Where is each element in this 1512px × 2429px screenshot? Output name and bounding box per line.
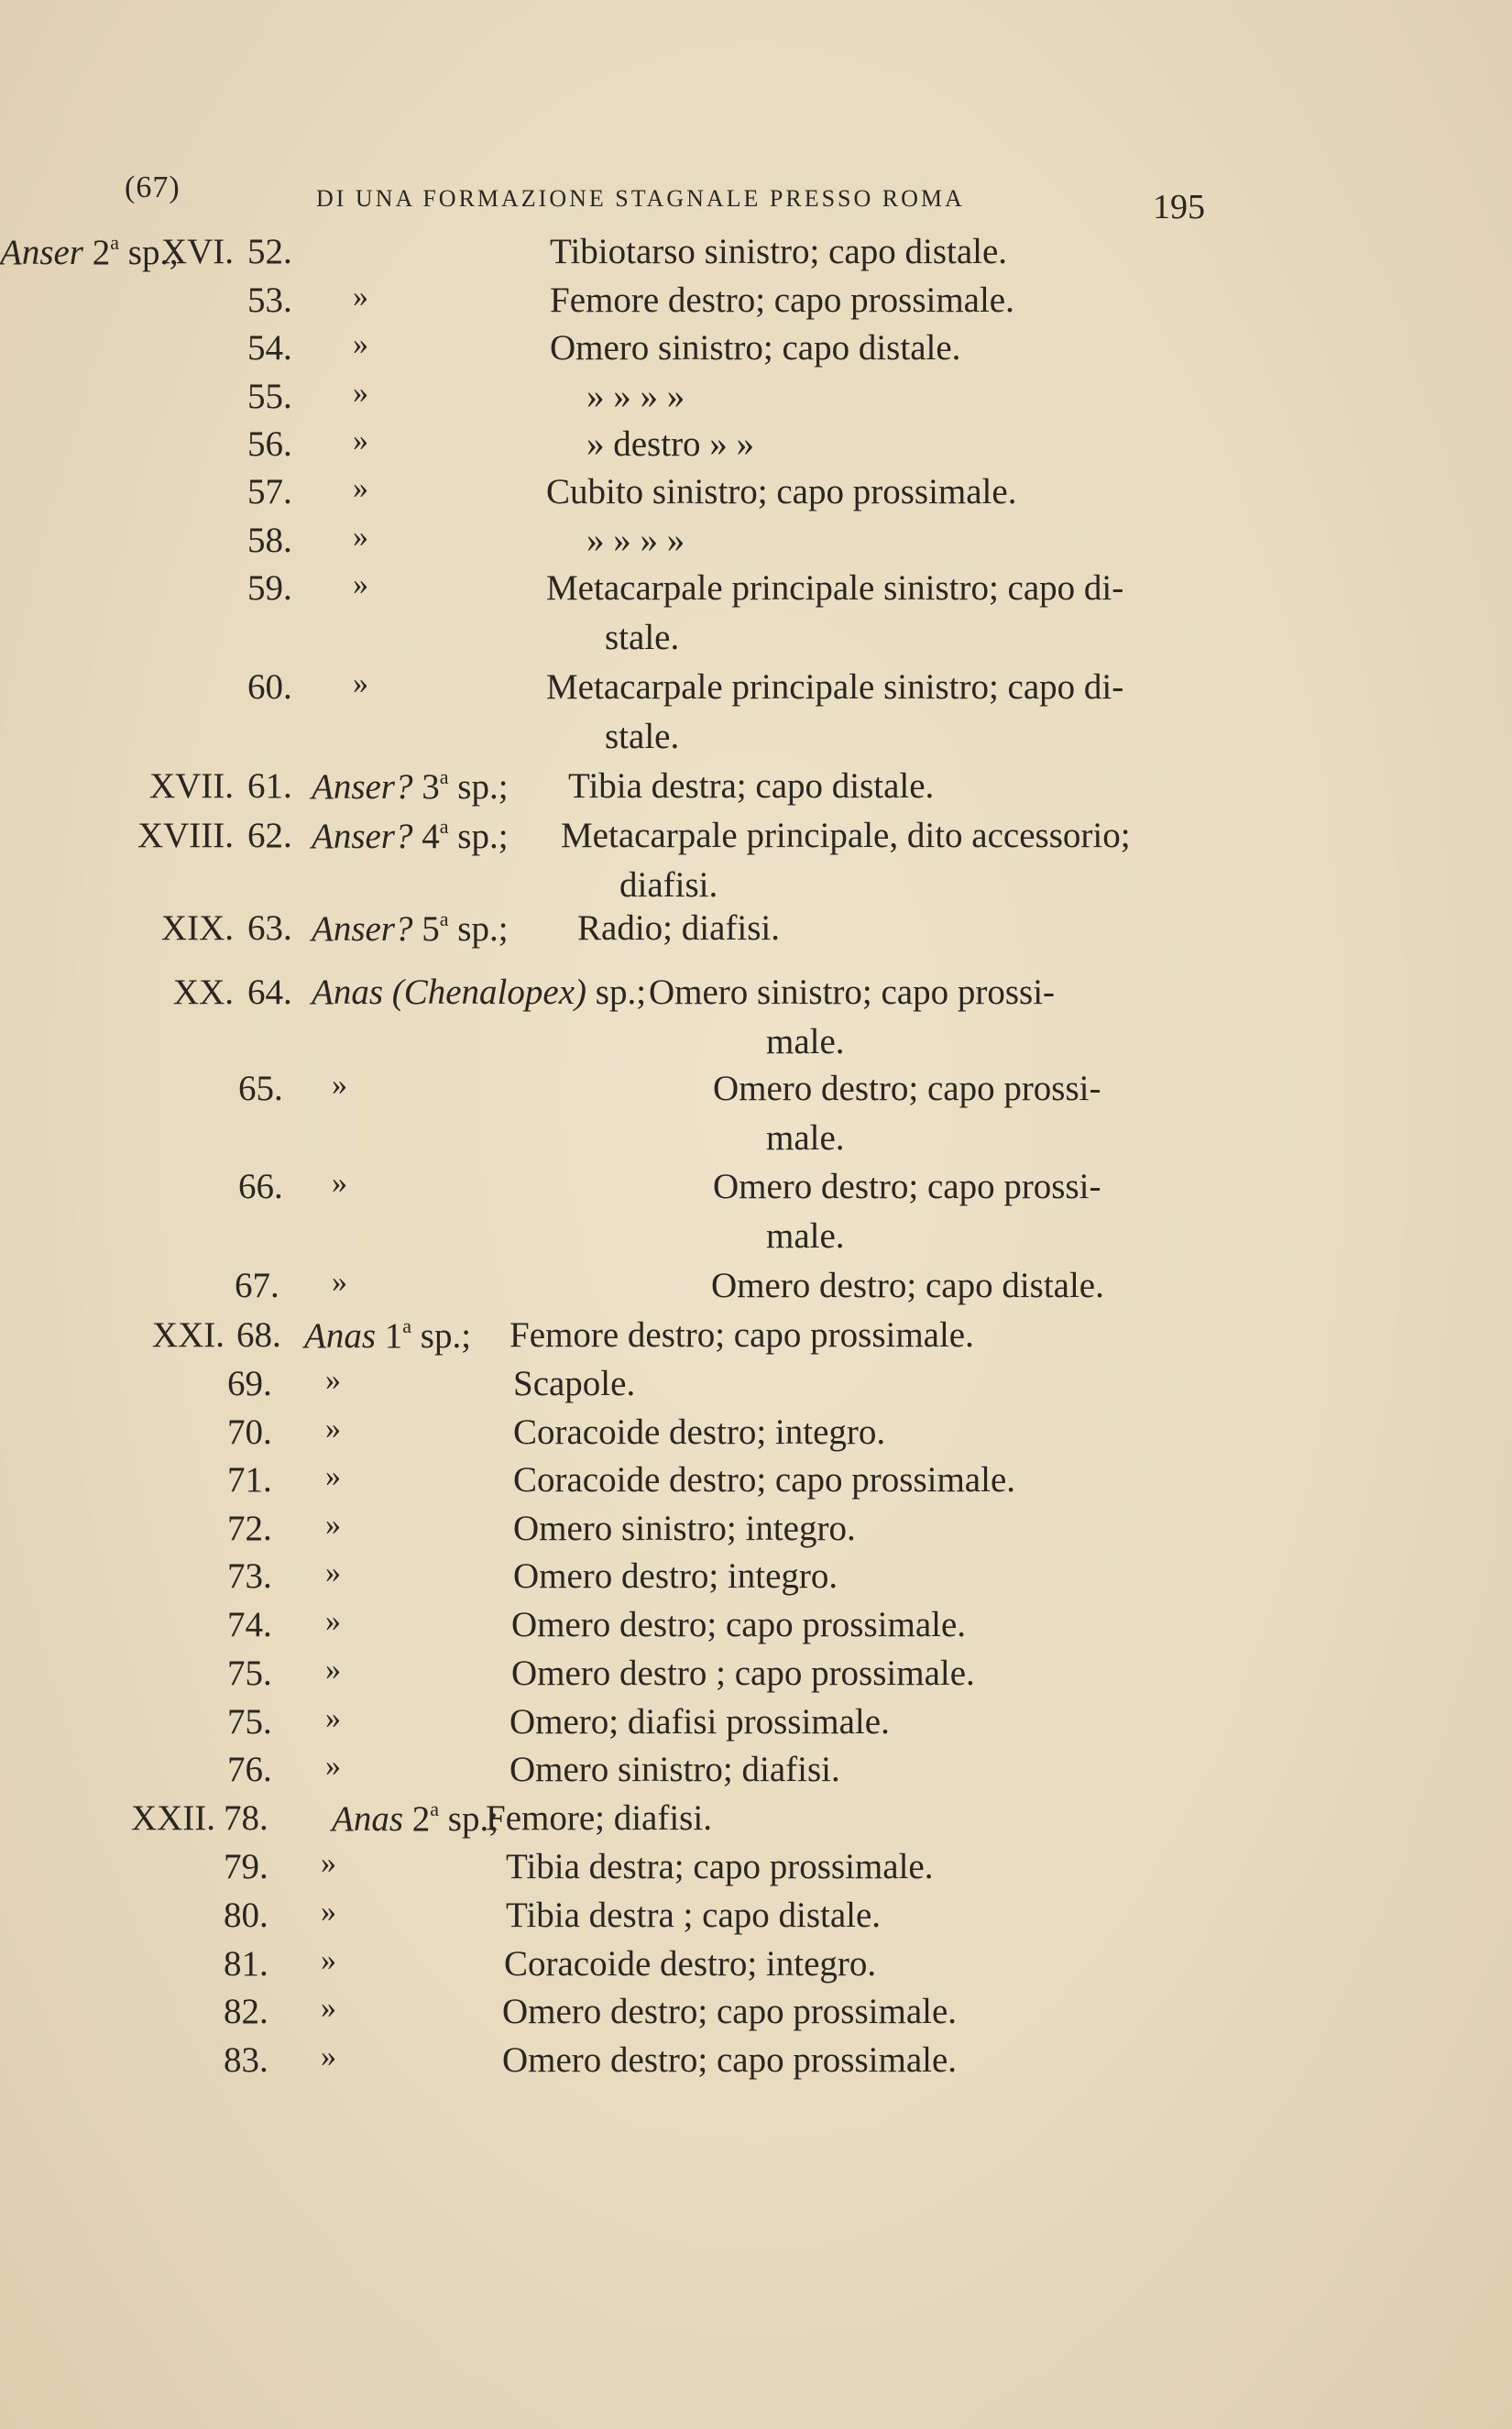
specimen-description: Metacarpale principale sinistro; capo di-	[546, 667, 1124, 707]
specimen-number: 66.	[238, 1167, 283, 1206]
specimen-number: 72.	[227, 1509, 272, 1548]
ditto-mark: »	[353, 376, 368, 410]
list-item	[0, 1749, 1512, 1798]
specimen-description: Omero destro; capo prossi-	[713, 1167, 1101, 1206]
list-item	[0, 1412, 1512, 1461]
running-title: DI UNA FORMAZIONE STAGNALE PRESSO ROMA	[316, 185, 965, 212]
specimen-number: 73.	[227, 1556, 272, 1596]
specimen-number: 57.	[247, 472, 292, 511]
specimen-description: Femore destro; capo prossimale.	[509, 1315, 974, 1355]
specimen-number: 75.	[227, 1702, 272, 1742]
specimen-number: 63.	[247, 908, 292, 948]
list-item	[0, 423, 1512, 473]
specimen-description: Omero sinistro; diafisi.	[509, 1750, 840, 1789]
taxon-name: Anas 1$^a$ sp.;	[304, 1314, 472, 1356]
list-item	[0, 815, 1512, 864]
ditto-mark: »	[353, 280, 368, 313]
taxon-name: Anser? 4$^a$ sp.;	[312, 815, 509, 856]
specimen-description: Omero destro; integro.	[513, 1556, 838, 1596]
taxon-name: Anas (Chenalopex) sp.;	[312, 973, 647, 1012]
specimen-description: Omero destro; capo prossi-	[713, 1069, 1101, 1108]
ditto-mark: »	[325, 1412, 341, 1445]
list-item	[0, 327, 1512, 377]
list-item	[0, 1459, 1512, 1509]
ditto-mark: »	[321, 1991, 336, 2025]
specimen-number: 56.	[247, 424, 292, 464]
roman-numeral: XX.	[172, 973, 234, 1012]
list-item	[0, 1555, 1512, 1605]
specimen-description: Omero sinistro; integro.	[513, 1509, 856, 1548]
list-item	[0, 1068, 1512, 1117]
specimen-description: » » » »	[586, 521, 685, 560]
specimen-description: Omero sinistro; capo prossi-	[649, 973, 1056, 1012]
specimen-description: » » » »	[586, 377, 685, 416]
list-item	[0, 907, 1512, 957]
list-item	[0, 1265, 1512, 1314]
list-item	[0, 1363, 1512, 1412]
ditto-mark: »	[353, 423, 368, 457]
specimen-number: 82.	[224, 1992, 268, 2031]
specimen-number: 68.	[236, 1315, 281, 1355]
list-item	[0, 1508, 1512, 1557]
specimen-number: 76.	[227, 1750, 272, 1789]
list-item	[0, 1166, 1512, 1215]
list-item	[0, 2039, 1512, 2089]
specimen-description: Tibia destra ; capo distale.	[506, 1896, 882, 1935]
specimen-number: 80.	[224, 1896, 268, 1935]
taxon-name: Anser? 5$^a$ sp.;	[312, 907, 509, 949]
ditto-mark: »	[332, 1265, 347, 1299]
specimen-number: 81.	[224, 1944, 268, 1984]
roman-numeral: XXI.	[151, 1315, 225, 1355]
specimen-number: 60.	[247, 667, 292, 707]
list-item	[0, 231, 1512, 280]
specimen-description: Cubito sinistro; capo prossimale.	[546, 472, 1017, 511]
ditto-mark: »	[321, 1846, 336, 1880]
page: (67) DI UNA FORMAZIONE STAGNALE PRESSO ROMA 195 XVI. 52. Anser 2$^a$ sp.; Tibiotarso sinistro; capo distale. 53. » Femore destro; capo prossimale. 54. » Omero sinistro; capo distale. 55. » » » » » 56. » » destro » » 57. » Cubito sinistro; capo prossimale. 58. » » » » » 59. » Metacarpale principale sinistro; capo di- stale. 60. » Metacarpale principale sinistro; capo di- stale. XVII. 61. Anser? 3$^a$ sp.; Tibia destra; capo distale. XVIII. 62. Anser? 4$^a$ sp.; Metacarpale principale, dito accessorio; diafisi. XIX. 63. Anser? 5$^a$ sp.; Radio; diafisi. XX. 64. Anas (Chenalopex) sp.; Omero sinistro; capo prossi- male. 65. » Omero destro; capo prossi- male. 66. » Omero destro; capo prossi- male. 67. » Omero destro; capo distale. XXI. 68. Anas 1$^a$ sp.; Femore destro; capo prossimale. 69. » Scapole. 70. » Coracoide destro; integro. 71. » Coracoide destro; capo prossimale. 72. » Omero sinistro; integro. 73. » Omero destro; integro. 74. » Omero destro; capo prossimale. 75. » Omero destro ; capo prossimale. 75. » Omero; diafisi prossimale. 76. » Omero sinistro; diafisi. XXII. 78. Anas 2$^a$ sp.; Femore; diafisi. 79. » Tibia destra; capo prossimale. 80. » Tibia destra ; capo distale. 81. » Coracoide destro; integro. 82. » Omero destro; capo prossimale. 83. » Omero destro; capo prossimale.	[0, 0, 1512, 2429]
list-item	[0, 376, 1512, 425]
specimen-number: 71.	[227, 1460, 272, 1500]
ditto-mark: »	[353, 327, 368, 361]
specimen-description: Scapole.	[513, 1364, 636, 1403]
ditto-mark: »	[325, 1653, 341, 1687]
ditto-mark: »	[325, 1555, 341, 1589]
list-item	[0, 765, 1512, 815]
specimen-number: 54.	[247, 328, 292, 368]
list-item	[0, 1604, 1512, 1654]
specimen-number: 61.	[247, 766, 292, 806]
specimen-number: 69.	[227, 1364, 272, 1403]
list-item	[0, 1943, 1512, 1993]
specimen-description: Metacarpale principale sinistro; capo di-	[546, 568, 1124, 608]
taxon-name: Anser? 3$^a$ sp.;	[312, 765, 509, 807]
specimen-number: 62.	[247, 816, 292, 855]
specimen-number: 58.	[247, 521, 292, 560]
ditto-mark: »	[325, 1459, 341, 1493]
ditto-mark: »	[353, 666, 368, 700]
ditto-mark: »	[353, 520, 368, 554]
specimen-number: 79.	[224, 1847, 268, 1886]
specimen-description: » destro » »	[586, 424, 755, 464]
list-item	[0, 972, 1512, 1021]
specimen-description: Radio; diafisi.	[577, 908, 780, 948]
specimen-description: Omero; diafisi prossimale.	[509, 1702, 890, 1742]
specimen-description: Tibia destra; capo prossimale.	[506, 1847, 934, 1886]
list-item	[0, 1701, 1512, 1751]
ditto-mark: »	[321, 1895, 336, 1929]
specimen-description: Tibia destra; capo distale.	[568, 766, 935, 806]
roman-numeral: XVII.	[148, 766, 234, 806]
list-item	[0, 471, 1512, 521]
specimen-number: 64.	[247, 973, 292, 1012]
specimen-number: 67.	[235, 1266, 279, 1305]
specimen-description: Omero destro; capo distale.	[711, 1266, 1104, 1305]
ditto-mark: »	[332, 1166, 347, 1200]
ditto-mark: »	[325, 1508, 341, 1542]
specimen-description: Coracoide destro; integro.	[513, 1412, 886, 1452]
specimen-number: 65.	[238, 1069, 283, 1108]
specimen-description: Omero destro ; capo prossimale.	[511, 1654, 975, 1693]
specimen-description: Femore; diafisi.	[486, 1798, 712, 1838]
specimen-number: 70.	[227, 1412, 272, 1452]
specimen-number: 52.	[247, 232, 292, 271]
specimen-description: Femore destro; capo prossimale.	[550, 280, 1014, 320]
list-item	[0, 1314, 1512, 1364]
list-item	[0, 280, 1512, 329]
ditto-mark: »	[353, 471, 368, 505]
list-item	[0, 1846, 1512, 1896]
roman-numeral: XVI.	[160, 232, 234, 271]
ditto-mark: »	[325, 1363, 341, 1397]
specimen-number: 78.	[224, 1798, 268, 1838]
specimen-number: 59.	[247, 568, 292, 608]
taxon-name: Anser 2$^a$ sp.;	[0, 231, 180, 272]
list-item	[0, 666, 1512, 716]
ditto-mark: »	[321, 1943, 336, 1977]
roman-numeral: XVIII.	[137, 816, 234, 855]
specimen-number: 53.	[247, 280, 292, 320]
specimen-description: Coracoide destro; capo prossimale.	[513, 1460, 1015, 1500]
ditto-mark: »	[325, 1604, 341, 1638]
list-item	[0, 520, 1512, 569]
page-number: 195	[1153, 188, 1205, 226]
specimen-number: 83.	[224, 2040, 268, 2080]
ditto-mark: »	[353, 567, 368, 601]
specimen-description: Metacarpale principale, dito accessorio;	[561, 816, 1131, 855]
ditto-mark: »	[325, 1749, 341, 1783]
ditto-mark: »	[321, 2039, 336, 2073]
specimen-description: Tibiotarso sinistro; capo distale.	[550, 232, 1008, 271]
specimen-number: 75.	[227, 1654, 272, 1693]
list-item	[0, 567, 1512, 617]
specimen-description: Coracoide destro; integro.	[504, 1944, 877, 1984]
page-ref-number: (67)	[125, 170, 181, 204]
list-item	[0, 1991, 1512, 2040]
list-item	[0, 1895, 1512, 1944]
ditto-mark: »	[332, 1068, 347, 1102]
roman-numeral: XIX.	[160, 908, 234, 948]
specimen-description: Omero destro; capo prossimale.	[511, 1605, 967, 1644]
taxon-name: Anas 2$^a$ sp.;	[332, 1797, 499, 1839]
specimen-number: 55.	[247, 377, 292, 416]
ditto-mark: »	[325, 1701, 341, 1735]
specimen-description: Omero destro; capo prossimale.	[502, 2040, 958, 2080]
specimen-description: Omero destro; capo prossimale.	[502, 1992, 958, 2031]
specimen-description: Omero sinistro; capo distale.	[550, 328, 961, 368]
specimen-number: 74.	[227, 1605, 272, 1644]
list-item	[0, 1653, 1512, 1702]
roman-numeral: XXII.	[130, 1798, 215, 1838]
list-item	[0, 1797, 1512, 1847]
